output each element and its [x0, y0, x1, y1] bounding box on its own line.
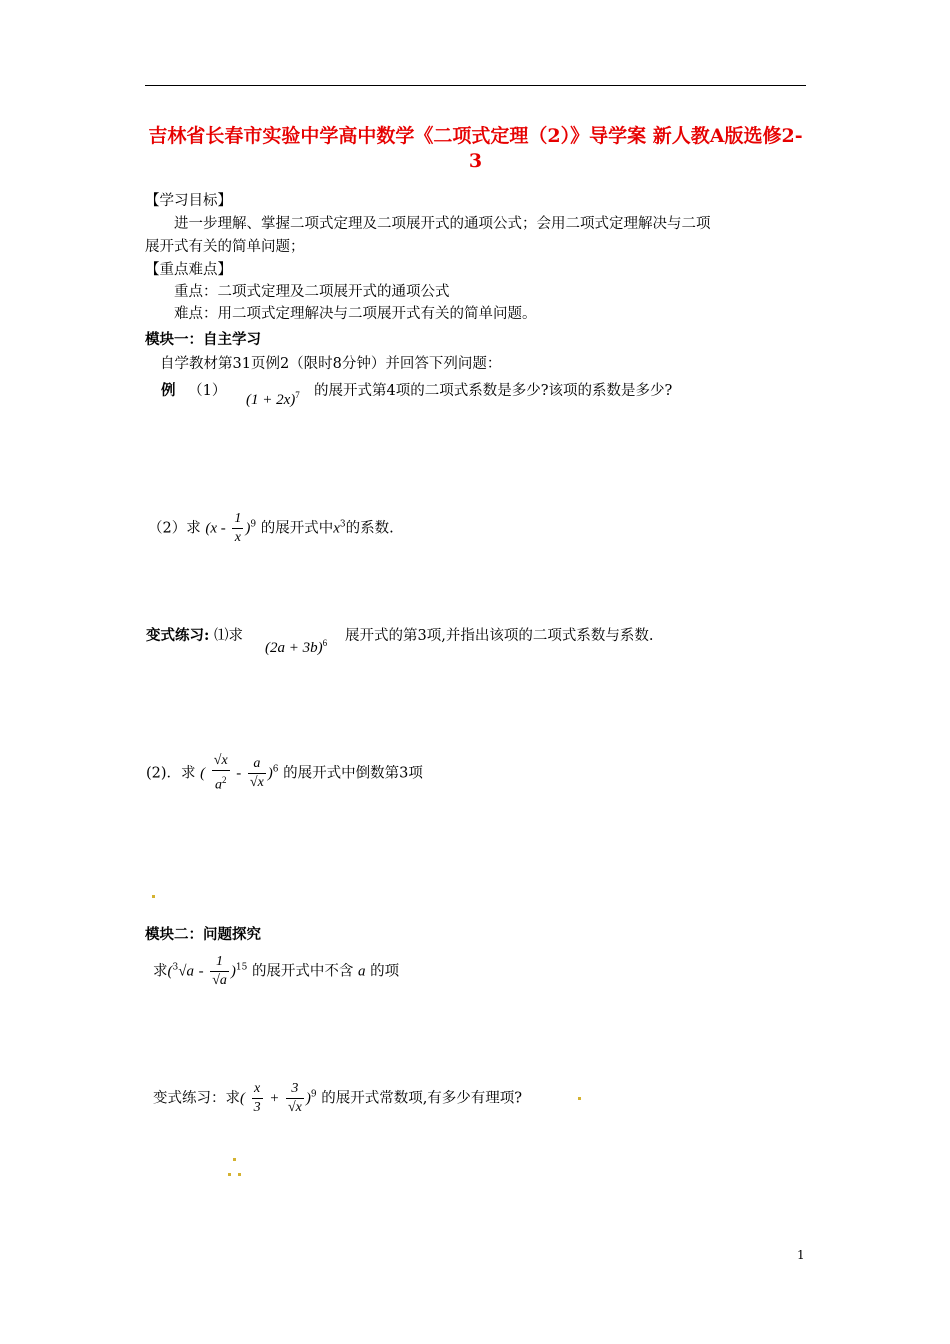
- module2-problem: 求($^3$√a - $\frac{1}{√a}$ )$^{15}$ 的展开式中不含 a 的项: [153, 954, 400, 988]
- decorative-dot: [238, 1173, 241, 1176]
- module1-variation-2: (2)．求 ( $\frac{√x}{a^2}$ - $\frac{a}{√x}$ )$^6$ 的展开式中倒数第3项: [146, 753, 423, 793]
- key-points-heading: 【重点难点】: [145, 262, 232, 278]
- example-label: 例: [161, 382, 176, 399]
- objectives-line-1: 进一步理解、掌握二项式定理及二项展开式的通项公式；会用二项式定理解决与二项: [174, 216, 711, 232]
- decorative-dot: [578, 1097, 581, 1100]
- variation-2-fraction-2: $\frac{a}{√x}$: [249, 755, 264, 790]
- module2-variation-fraction-2: $\frac{3}{√x}$: [287, 1081, 302, 1115]
- module1-intro: 自学教材第31页例2（限时8分钟）并回答下列问题：: [160, 356, 502, 372]
- module1-heading: 模块一：自主学习: [145, 331, 261, 348]
- example-2-fraction: $\frac{1}{x}$: [234, 511, 242, 545]
- module1-variation-1: 变式练习: ⑴求: [146, 627, 243, 644]
- module2-variation: 变式练习：求( $\frac{x}{3}$ + $\frac{3}{√x}$ )$^9$ 的展开式常数项,有多少有理项?: [153, 1081, 523, 1115]
- objectives-heading: 【学习目标】: [145, 193, 232, 209]
- variation-1-question: 展开式的第3项,并指出该项的二项式系数与系数.: [345, 628, 654, 644]
- example-1: [161, 381, 226, 401]
- page-number: 1: [797, 1248, 805, 1262]
- module2-problem-fraction: $\frac{1}{√a}$: [212, 954, 227, 988]
- variation-1-expression: $(2a + 3b)^6$: [265, 638, 328, 656]
- document-title: 吉林省长春市实验中学高中数学《二项式定理（2）》导学案 新人教A版选修2-3: [148, 125, 803, 172]
- module2-heading: 模块二：问题探究: [145, 926, 261, 943]
- header-rule: [145, 85, 806, 86]
- example-2: （2）求 (x - $\frac{1}{x}$ )$^9$ 的展开式中$x^3$的系数.: [148, 511, 394, 545]
- decorative-dot: [152, 895, 155, 898]
- key-point-difficulty: 难点：用二项式定理解决与二项展开式有关的简单问题。: [174, 306, 537, 322]
- decorative-dot: [233, 1158, 236, 1161]
- decorative-dot: [228, 1173, 231, 1176]
- key-point-focus: 重点：二项式定理及二项展开式的通项公式: [174, 284, 450, 300]
- module2-variation-fraction-1: $\frac{x}{3}$: [253, 1081, 261, 1115]
- example-1-expression: $(1 + 2x)^7$: [246, 390, 300, 408]
- example-1-question: 的展开式第4项的二项式系数是多少?该项的系数是多少?: [314, 383, 673, 399]
- variation-label: 变式练习:: [146, 627, 210, 644]
- variation-2-fraction-1: $\frac{√x}{a^2}$: [213, 753, 228, 793]
- example-1-number: （1）: [188, 383, 227, 399]
- objectives-line-2: 展开式有关的简单问题；: [145, 239, 305, 255]
